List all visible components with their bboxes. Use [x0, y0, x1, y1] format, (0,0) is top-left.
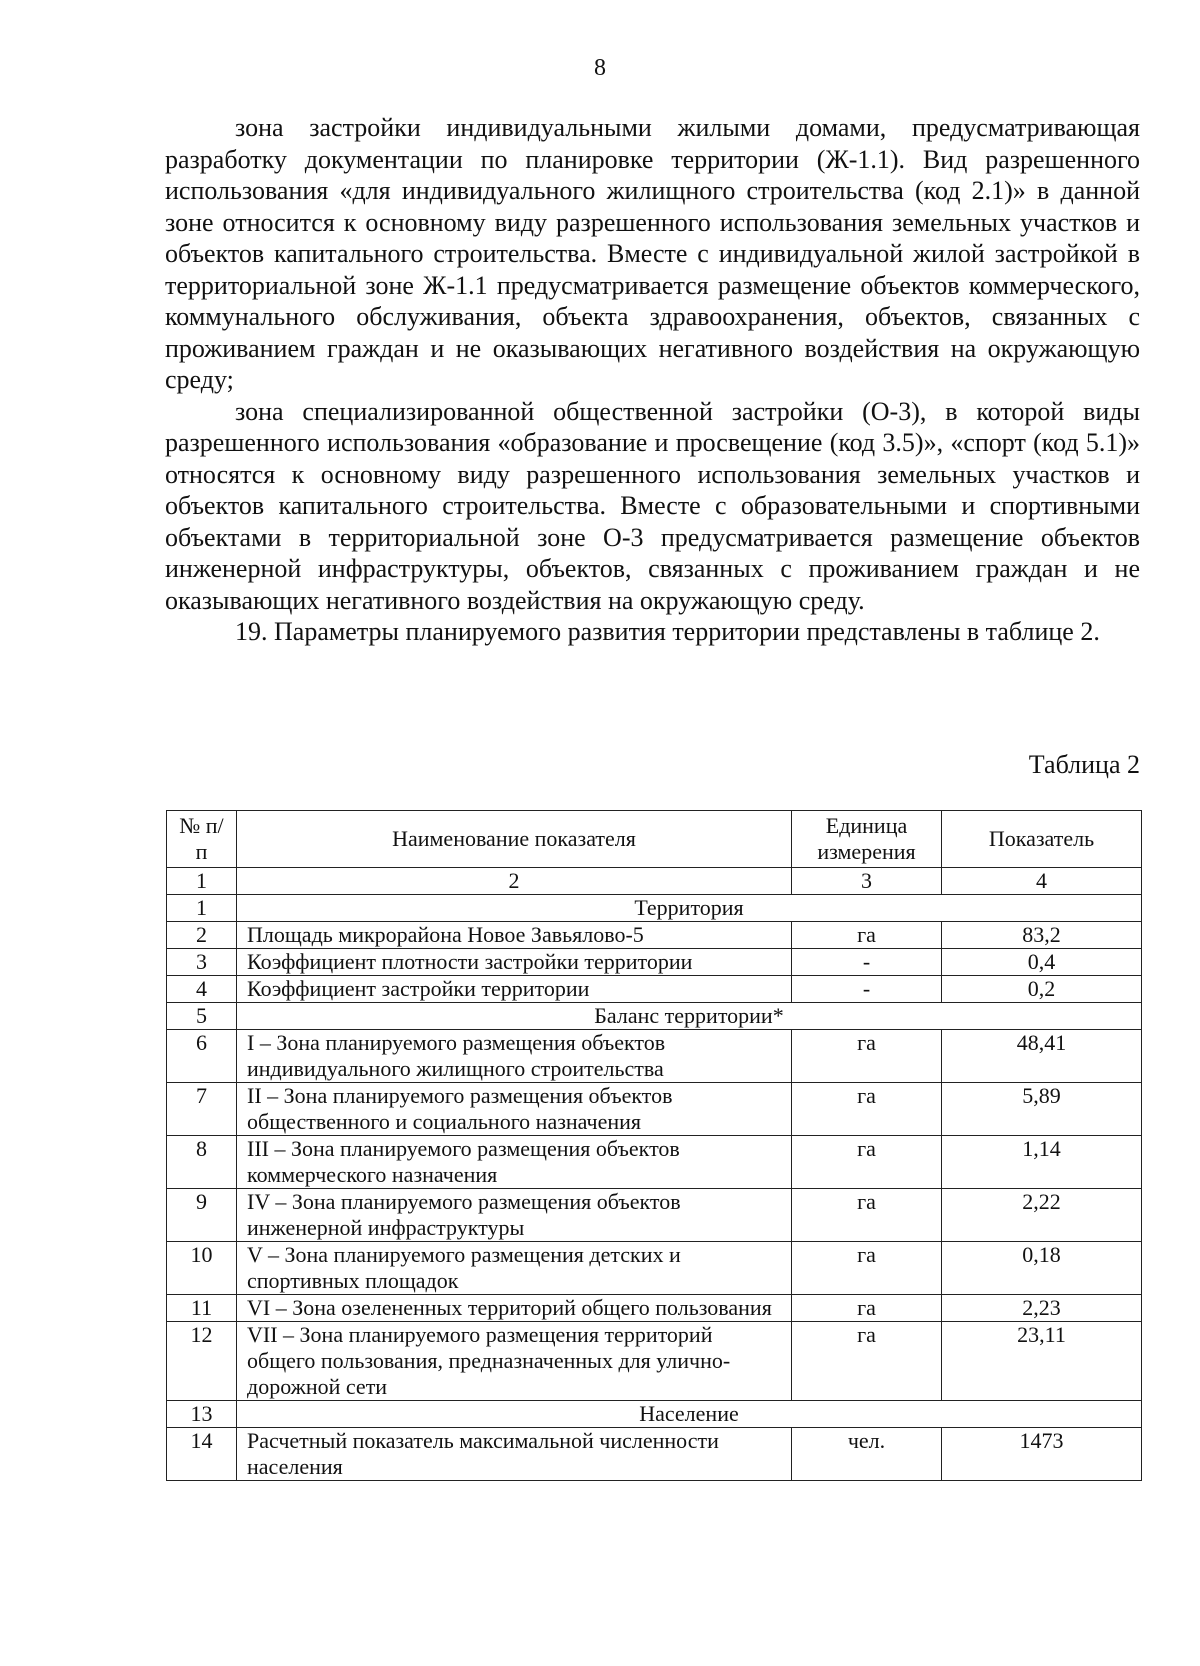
- value-cell: 48,41: [942, 1030, 1142, 1083]
- row-number: 6: [167, 1030, 237, 1083]
- table-row: [167, 1242, 1142, 1295]
- value-cell: 1,14: [942, 1136, 1142, 1189]
- column-number: 3: [792, 868, 942, 895]
- header-name: Наименование показателя: [237, 811, 792, 868]
- row-number: 10: [167, 1242, 237, 1295]
- indicator-name: Коэффициент плотности застройки территории: [237, 949, 792, 976]
- table-row: [167, 949, 1142, 976]
- value-cell: 5,89: [942, 1083, 1142, 1136]
- paragraph-zone-zh: зона застройки индивидуальными жилыми домами, предусматривающая разработку документации по планировке территории (Ж-1.1). Вид разрешенного использования «для индивидуального жилищного строительства (код 2.1)» в данной зоне относится к основному виду разрешенного использования земельных участков и объектов капитального строительства. Вместе с индивидуальной жилой застройкой в территориальной зоне Ж-1.1 предусматривается размещение объектов коммерческого, коммунального обслуживания, объекта здравоохранения, объектов, связанных с проживанием граждан и не оказывающих негативного воздействия на окружающую среду;: [165, 113, 1140, 394]
- value-cell: 0,2: [942, 976, 1142, 1003]
- header-unit: Единица измерения: [792, 811, 942, 868]
- column-number: 2: [237, 868, 792, 895]
- parameters-table: [166, 810, 1142, 1481]
- body-text: [165, 112, 1140, 648]
- indicator-name: II – Зона планируемого размещения объектов общественного и социального назначения: [237, 1083, 792, 1136]
- unit-cell: га: [792, 1030, 942, 1083]
- table-header-row: [167, 811, 1142, 868]
- table-row: [167, 1295, 1142, 1322]
- unit-cell: га: [792, 922, 942, 949]
- row-number: 11: [167, 1295, 237, 1322]
- section-title: Территория: [237, 895, 1142, 922]
- header-num: № п/п: [167, 811, 237, 868]
- row-number: 13: [167, 1401, 237, 1428]
- unit-cell: -: [792, 976, 942, 1003]
- value-cell: 23,11: [942, 1322, 1142, 1401]
- row-number: 7: [167, 1083, 237, 1136]
- column-number: 1: [167, 868, 237, 895]
- indicator-name: Расчетный показатель максимальной численности населения: [237, 1428, 792, 1481]
- unit-cell: -: [792, 949, 942, 976]
- page-number: 8: [594, 55, 606, 81]
- table-row: [167, 976, 1142, 1003]
- section-row: [167, 1401, 1142, 1428]
- row-number: 12: [167, 1322, 237, 1401]
- unit-cell: чел.: [792, 1428, 942, 1481]
- table-row: [167, 1136, 1142, 1189]
- indicator-name: IV – Зона планируемого размещения объектов инженерной инфраструктуры: [237, 1189, 792, 1242]
- header-value: Показатель: [942, 811, 1142, 868]
- indicator-name: VII – Зона планируемого размещения территорий общего пользования, предназначенных для улично-дорожной сети: [237, 1322, 792, 1401]
- section-row: [167, 895, 1142, 922]
- column-number-row: [167, 868, 1142, 895]
- section-title: Население: [237, 1401, 1142, 1428]
- indicator-name: III – Зона планируемого размещения объектов коммерческого назначения: [237, 1136, 792, 1189]
- column-number: 4: [942, 868, 1142, 895]
- unit-cell: га: [792, 1083, 942, 1136]
- row-number: 9: [167, 1189, 237, 1242]
- section-row: [167, 1003, 1142, 1030]
- row-number: 14: [167, 1428, 237, 1481]
- unit-cell: га: [792, 1189, 942, 1242]
- value-cell: 0,4: [942, 949, 1142, 976]
- section-title: Баланс территории*: [237, 1003, 1142, 1030]
- row-number: 1: [167, 895, 237, 922]
- table-row: [167, 1083, 1142, 1136]
- value-cell: 83,2: [942, 922, 1142, 949]
- unit-cell: га: [792, 1136, 942, 1189]
- indicator-name: Коэффициент застройки территории: [237, 976, 792, 1003]
- unit-cell: га: [792, 1322, 942, 1401]
- row-number: 4: [167, 976, 237, 1003]
- table-row: [167, 1428, 1142, 1481]
- row-number: 2: [167, 922, 237, 949]
- indicator-name: Площадь микрорайона Новое Завьялово-5: [237, 922, 792, 949]
- value-cell: 2,23: [942, 1295, 1142, 1322]
- table-row: [167, 1189, 1142, 1242]
- paragraph-item-19: 19. Параметры планируемого развития территории представлены в таблице 2.: [235, 617, 1100, 646]
- indicator-name: VI – Зона озелененных территорий общего пользования: [237, 1295, 792, 1322]
- indicator-name: V – Зона планируемого размещения детских и спортивных площадок: [237, 1242, 792, 1295]
- row-number: 8: [167, 1136, 237, 1189]
- unit-cell: га: [792, 1295, 942, 1322]
- table-row: [167, 1030, 1142, 1083]
- value-cell: 0,18: [942, 1242, 1142, 1295]
- table-row: [167, 922, 1142, 949]
- unit-cell: га: [792, 1242, 942, 1295]
- table-row: [167, 1322, 1142, 1401]
- row-number: 3: [167, 949, 237, 976]
- row-number: 5: [167, 1003, 237, 1030]
- indicator-name: I – Зона планируемого размещения объектов индивидуального жилищного строительства: [237, 1030, 792, 1083]
- value-cell: 2,22: [942, 1189, 1142, 1242]
- table-label: Таблица 2: [1028, 750, 1140, 779]
- paragraph-zone-o3: зона специализированной общественной застройки (О-3), в которой виды разрешенного использования «образование и просвещение (код 3.5)», «спорт (код 5.1)» относятся к основному виду разрешенного использования земельных участков и объектов капитального строительства. Вместе с образовательными и спортивными объектами в территориальной зоне О-3 предусматривается размещение объектов инженерной инфраструктуры, объектов, связанных с проживанием граждан и не оказывающих негативного воздействия на окружающую среду.: [165, 396, 1140, 615]
- value-cell: 1473: [942, 1428, 1142, 1481]
